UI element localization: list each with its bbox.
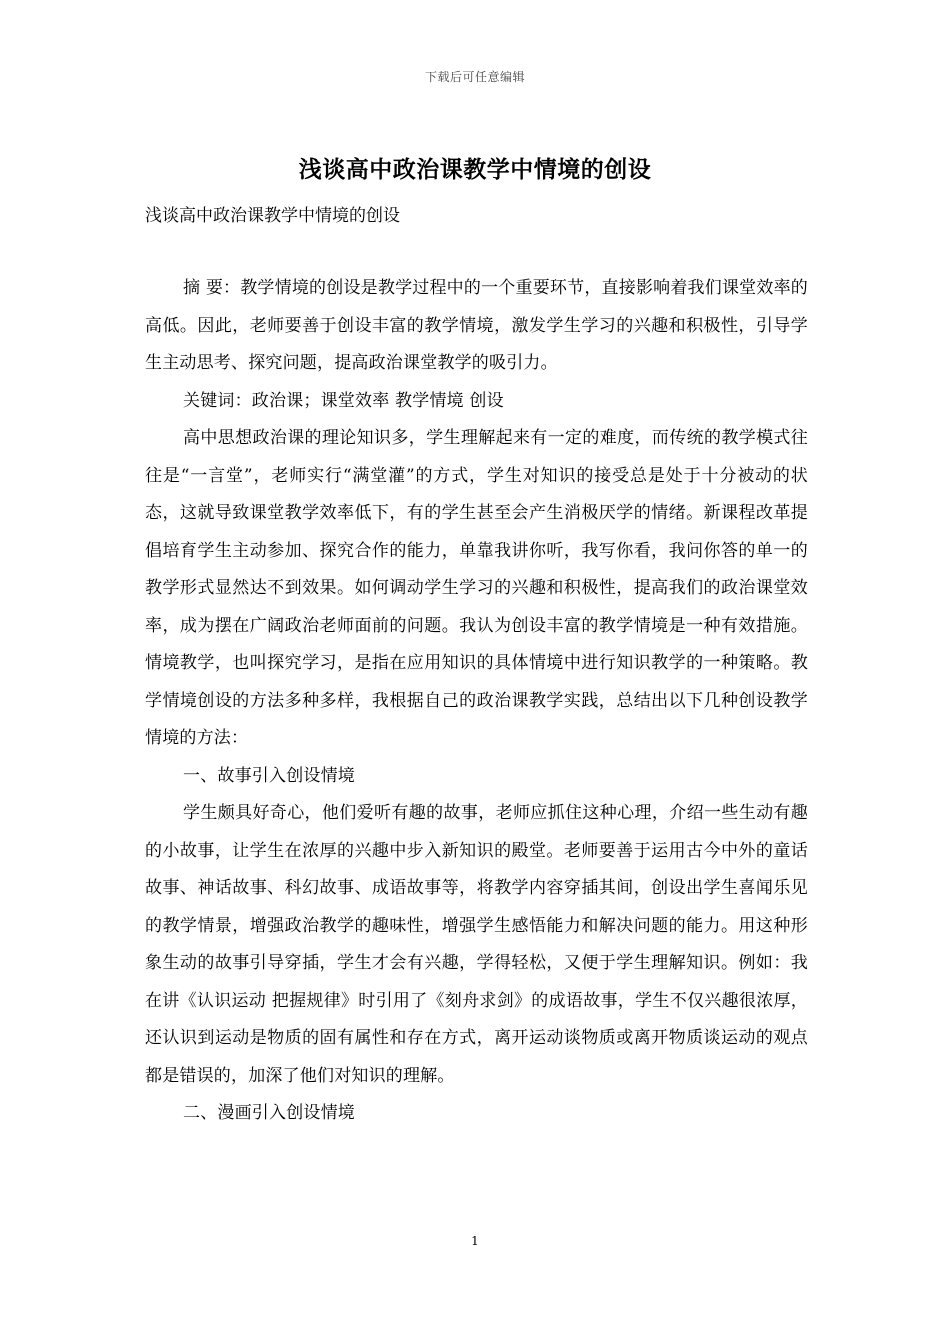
abstract-paragraph: 摘 要：教学情境的创设是教学过程中的一个重要环节，直接影响着我们课堂效率的高低。因此，老师要善于创设丰富的教学情境，激发学生学习的兴趣和积极性，引导学生主动思考、探究问题，提高政治课堂教学的吸引力。 [145, 278, 808, 373]
intro-paragraph: 高中思想政治课的理论知识多，学生理解起来有一定的难度，而传统的教学模式往往是“一言堂”，老师实行“满堂灌”的方式，学生对知识的接受总是处于十分被动的状态，这就导致课堂教学效率低下，有的学生甚至会产生消极厌学的情绪。新课程改革提倡培育学生主动参加、探究合作的能力，单靠我讲你听，我写你看，我问你答的单一的教学形式显然达不到效果。如何调动学生学习的兴趣和积极性，提高我们的政治课堂效率，成为摆在广阔政治老师面前的问题。我认为创设丰富的教学情境是一种有效措施。情境教学，也叫探究学习，是指在应用知识的具体情境中进行知识教学的一种策略。教学情境创设的方法多种多样，我根据自己的政治课教学实践，总结出以下几种创设教学情境的方法： [145, 428, 808, 748]
section-2-heading: 二、漫画引入创设情境 [183, 1103, 355, 1123]
document-subtitle: 浅谈高中政治课教学中情境的创设 [145, 206, 400, 226]
keywords-paragraph: 关键词：政治课；课堂效率 教学情境 创设 [183, 390, 504, 411]
section-1-body: 学生颇具好奇心，他们爱听有趣的故事，老师应抓住这种心理，介绍一些生动有趣的小故事，让学生在浓厚的兴趣中步入新知识的殿堂。老师要善于运用古今中外的童话故事、神话故事、科幻故事、成语故事等，将教学内容穿插其间，创设出学生喜闻乐见的教学情景，增强政治教学的趣味性，增强学生感悟能力和解决问题的能力。用这种形象生动的故事引导穿插，学生才会有兴趣，学得轻松，又便于学生理解知识。例如：我在讲《认识运动 把握规律》时引用了《刻舟求剑》的成语故事，学生不仅兴趣很浓厚，还认识到运动是物质的固有属性和存在方式，离开运动谈物质或离开物质谈运动的观点都是错误的，加深了他们对知识的理解。 [145, 803, 808, 1086]
document-body [145, 270, 808, 1133]
document-title: 浅谈高中政治课教学中情境的创设 [298, 156, 652, 183]
page-number: 1 [471, 1234, 479, 1248]
header-note: 下载后可任意编辑 [424, 70, 525, 84]
section-1-heading: 一、故事引入创设情境 [183, 765, 355, 786]
